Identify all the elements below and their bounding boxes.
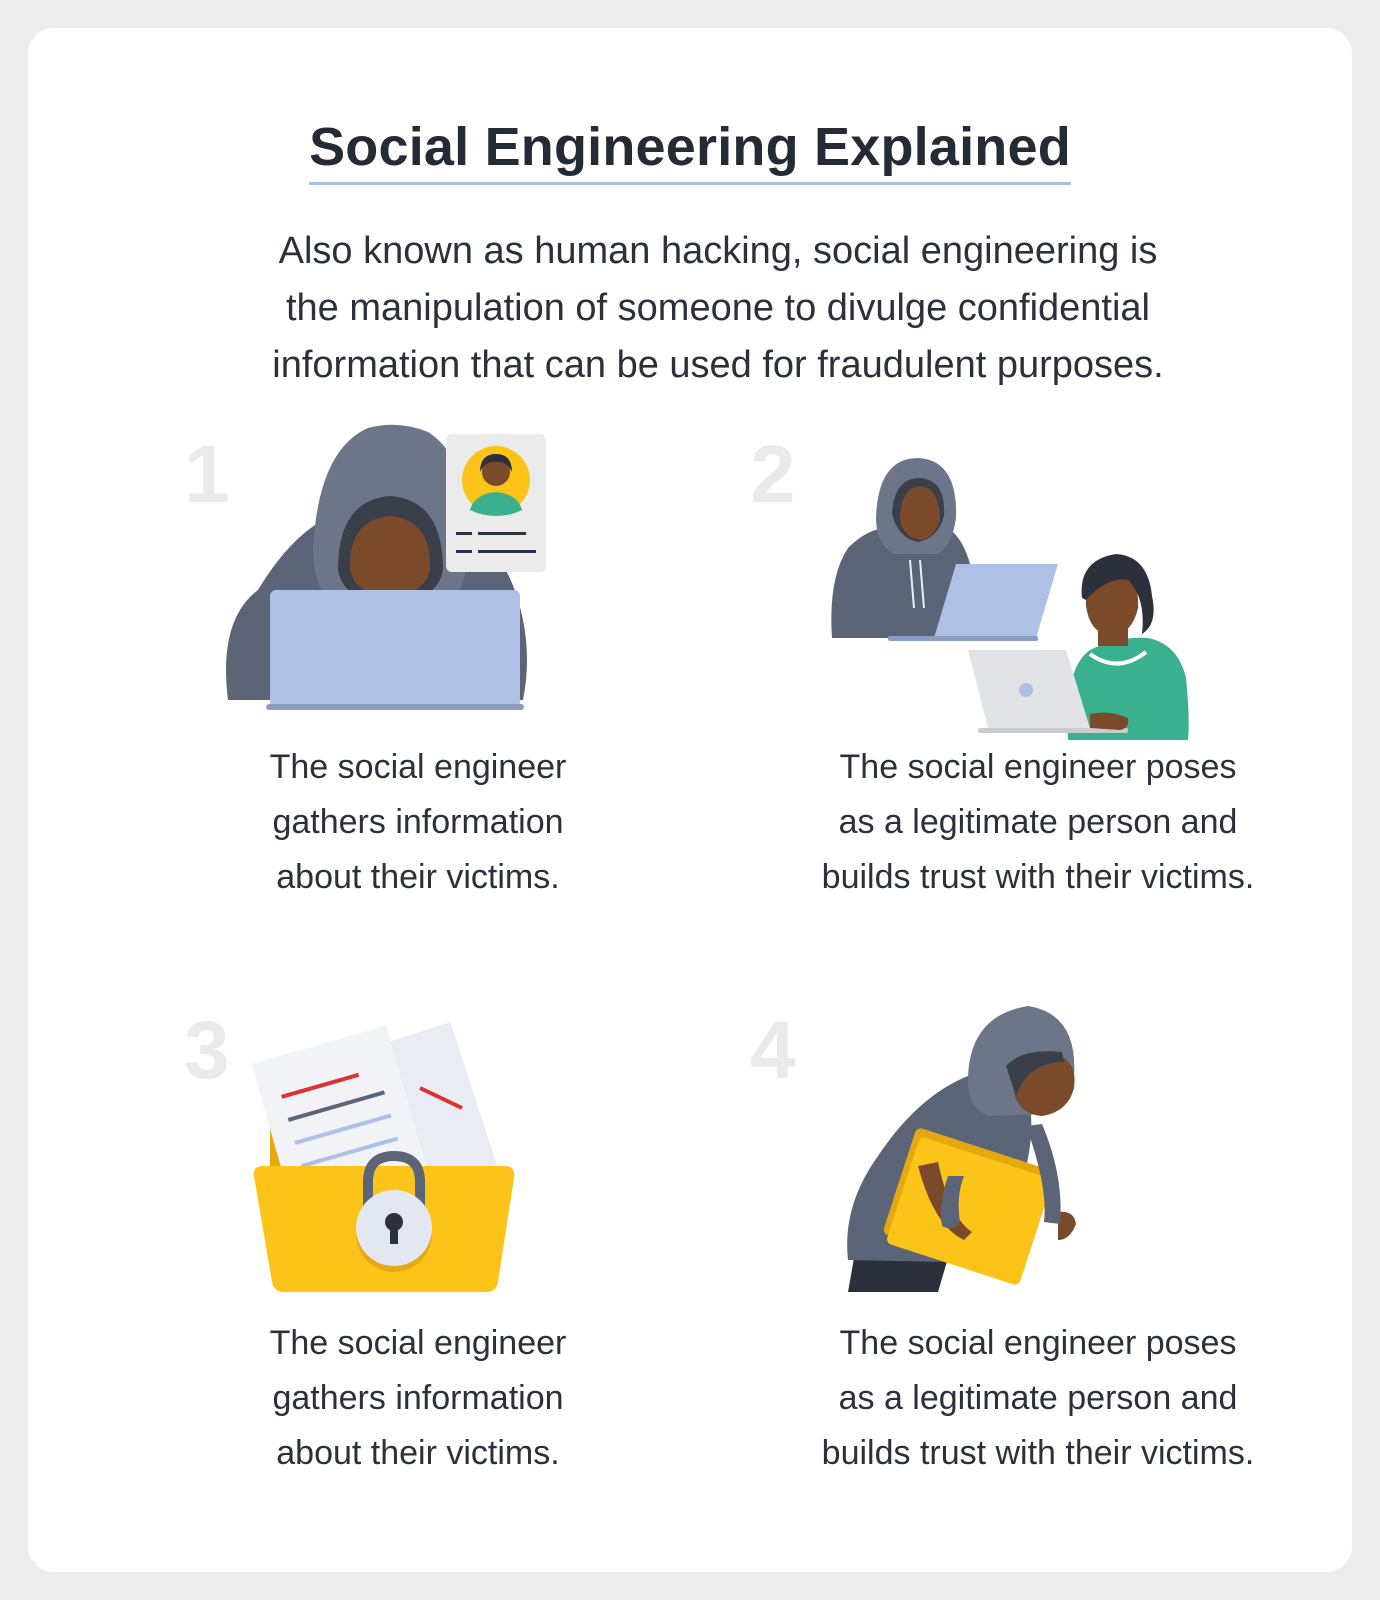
hacker-laptop-profile-icon [218,420,558,710]
locked-folder-icon [240,996,530,1296]
step-number-4: 4 [750,1005,796,1096]
step-caption-4: The social engineer poses as a legitimate person and builds trust with their victims. [821,1324,1255,1472]
step-caption-2: The social engineer poses as a legitimate person and builds trust with their victims. [821,748,1255,896]
title-text: Social Engineering Explained [309,116,1071,185]
infographic-card [28,28,1352,1572]
step-number-3: 3 [184,1005,230,1096]
step-caption-1: The social engineer gathers information about their victims. [269,748,567,896]
step-number-1: 1 [184,429,230,520]
page-title [28,116,1352,185]
step-number-2: 2 [750,429,796,520]
intro-text: Also known as human hacking, social engineering is the manipulation of someone to divulge confidential information that can be used for fraudulent purposes. [272,230,1164,386]
hacker-stealing-folder-icon [838,996,1118,1296]
hacker-and-victim-icon [828,428,1228,758]
step-caption-3: The social engineer gathers information about their victims. [269,1324,567,1472]
